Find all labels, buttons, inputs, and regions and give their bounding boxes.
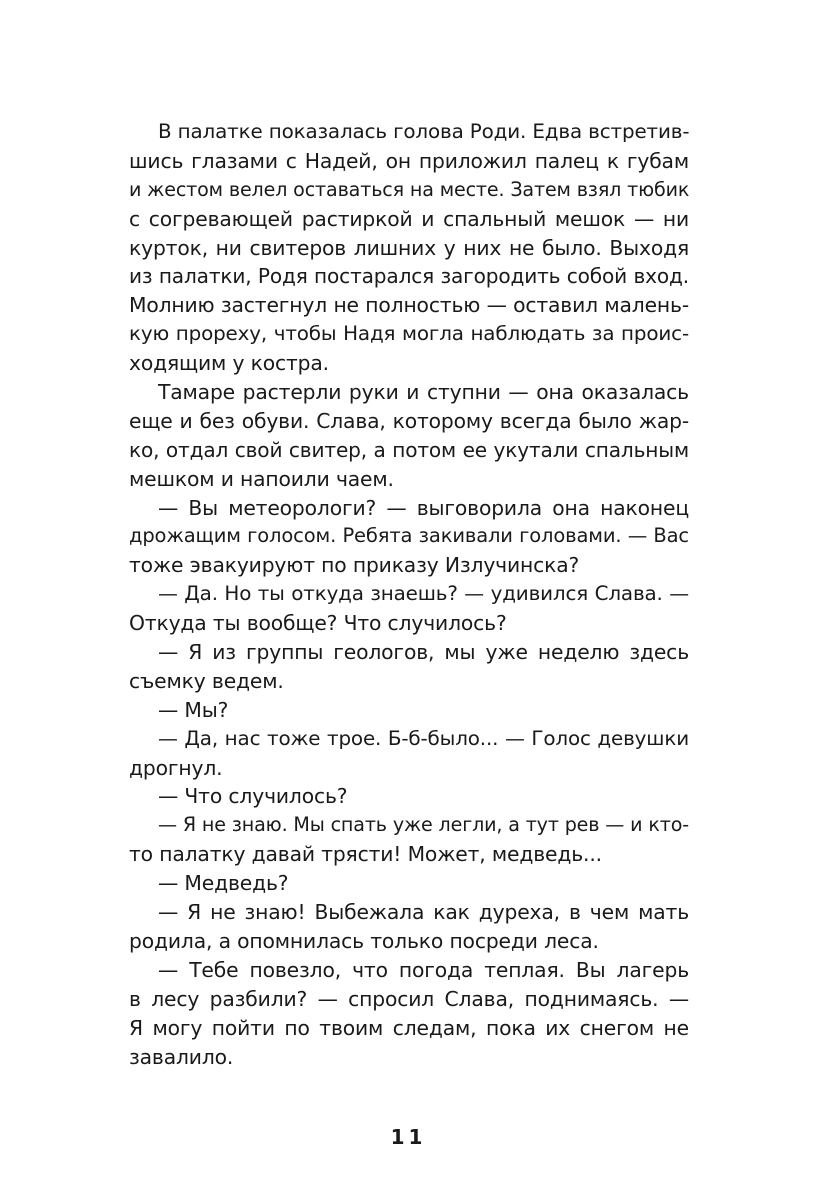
text-line: из палатки, Родя постарался загородить собой вход. (129, 264, 689, 289)
text-line: ко, отдал свой свитер, а потом ее укутали спальным (129, 437, 689, 462)
text-line: — Что случилось? (158, 784, 348, 809)
text-line: — Медведь? (158, 871, 289, 896)
text-line: курток, ни свитеров лишних у них не было. Выходя (129, 235, 689, 260)
body-text (129, 118, 689, 1071)
text-line: Молнию застегнул не полностью — оставил малень- (129, 293, 689, 318)
text-line: — Я не знаю. Мы спать уже легли, а тут рев — и кто- (158, 813, 689, 837)
text-line: шись глазами с Надей, он приложил палец к губам (129, 148, 689, 173)
text-line: завалило. (129, 1044, 234, 1069)
page-number: 11 (390, 1125, 427, 1149)
text-line: Тамаре растерли руки и ступни — она оказалась (158, 380, 689, 405)
text-line: съемку ведем. (129, 668, 284, 693)
text-line: — Я не знаю! Выбежала как дуреха, в чем мать (158, 900, 689, 925)
text-line: то палатку давай трясти! Может, медведь... (129, 842, 602, 867)
text-line: В палатке показалась голова Роди. Едва встретив- (158, 120, 690, 143)
text-line: дрогнул. (129, 755, 223, 780)
text-line: Я могу пойти по твоим следам, пока их снегом не (129, 1015, 689, 1040)
text-line: с согревающей растиркой и спальный мешок — ни (129, 206, 689, 231)
text-line: — Да. Но ты откуда знаешь? — удивился Слава. — (158, 582, 689, 606)
text-line: еще и без обуви. Слава, которому всегда было жар- (129, 408, 689, 433)
text-line: ходящим у костра. (129, 351, 329, 376)
text-line: и жестом велел оставаться на месте. Затем взял тюбик (129, 177, 690, 201)
text-line: — Вы метеорологи? — выговорила она наконец (158, 495, 689, 520)
text-line: тоже эвакуируют по приказу Излучинска? (129, 553, 580, 578)
text-line: — Я из группы геологов, мы уже неделю здесь (158, 640, 689, 665)
text-line: в лесу разбили? — спросил Слава, поднимаясь. — (129, 986, 689, 1011)
text-line: мешком и напоили чаем. (129, 466, 394, 491)
text-line: — Тебе повезло, что погода теплая. Вы лагерь (158, 957, 689, 982)
text-line: Откуда ты вообще? Что случилось? (129, 611, 507, 636)
text-line: — Мы? (158, 697, 229, 722)
text-line: дрожащим голосом. Ребята закивали головами. — Вас (129, 524, 689, 548)
text-line: — Да, нас тоже трое. Б-б-было... — Голос девушки (158, 726, 689, 750)
text-line: родила, а опомнилась только посреди леса. (129, 928, 599, 953)
text-line: кую прореху, чтобы Надя могла наблюдать за проис- (129, 322, 689, 346)
